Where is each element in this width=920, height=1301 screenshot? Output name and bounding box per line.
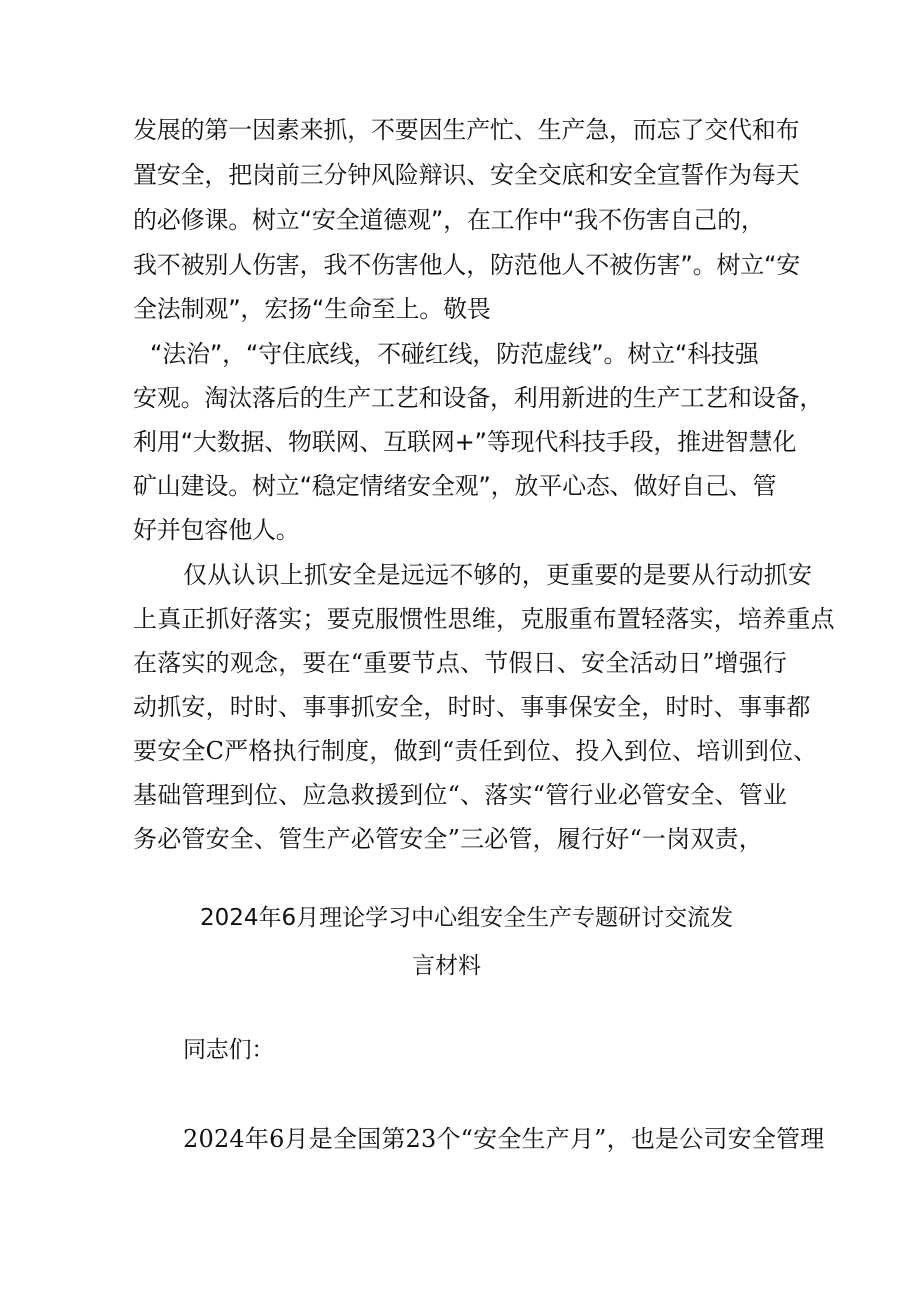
para1-line-9: 矿山建设。树立“稳定情绪安全观”，放平心态、做好自己、管 [133, 472, 777, 500]
para1-line-2: 置安全，把岗前三分钟风险辩识、安全交底和安全宣誓作为每天 [133, 161, 800, 189]
para1-line-10: 好并包容他人。 [133, 516, 300, 544]
para1-line-5: 全法制观”，宏扬“生命至上。敬畏 [133, 295, 491, 323]
para2-line-2: 上真正抓好落实；要克服惯性思维，克服重布置轻落实，培养重点 [133, 605, 835, 633]
para2-line-4: 动抓安，时时、事事抓安全，时时、事事保安全，时时、事事都 [133, 693, 811, 721]
para2-line-1: 仅从认识上抓安全是远远不够的，更重要的是要从行动抓安 [183, 561, 813, 589]
para1-line-8: 利用“大数据、物联网、互联网+”等现代科技手段，推进智慧化 [133, 428, 797, 456]
document-title-line-1: 2024年6月理论学习中心组安全生产专题研讨交流发 [200, 905, 734, 931]
para1-line-7: 安观。淘汰落后的生产工艺和设备，利用新进的生产工艺和设备， [133, 384, 824, 412]
para2-line-6: 基础管理到位、应急救援到位“、落实“管行业必管安全、管业 [133, 781, 788, 809]
salutation: 同志们： [183, 1037, 275, 1063]
para2-line-3: 在落实的观念，要在“重要节点、节假日、安全活动日”增强行 [133, 649, 788, 677]
para2-line-5: 要安全C严格执行制度，做到“责任到位、投入到位、培训到位、 [133, 737, 818, 765]
para1-line-4: 我不被别人伤害，我不伤害他人，防范他人不被伤害”。树立“安 [133, 251, 801, 279]
para1-line-3: 的必修课。树立“安全道德观”，在工作中“我不伤害自己的， [133, 206, 765, 234]
para2-line-7: 务必管安全、管生产必管安全”三必管，履行好“一岗双责， [133, 825, 763, 853]
para3-line-1: 2024年6月是全国第23个“安全生产月”，也是公司安全管理 [183, 1125, 825, 1153]
para1-line-1: 发展的第一因素来抓，不要因生产忙、生产急，而忘了交代和布 [133, 116, 800, 144]
para1-line-6: “法治”，“守住底线，不碰红线，防范虚线”。树立“科技强 [150, 340, 759, 368]
document-title-line-2: 言材料 [412, 953, 481, 979]
